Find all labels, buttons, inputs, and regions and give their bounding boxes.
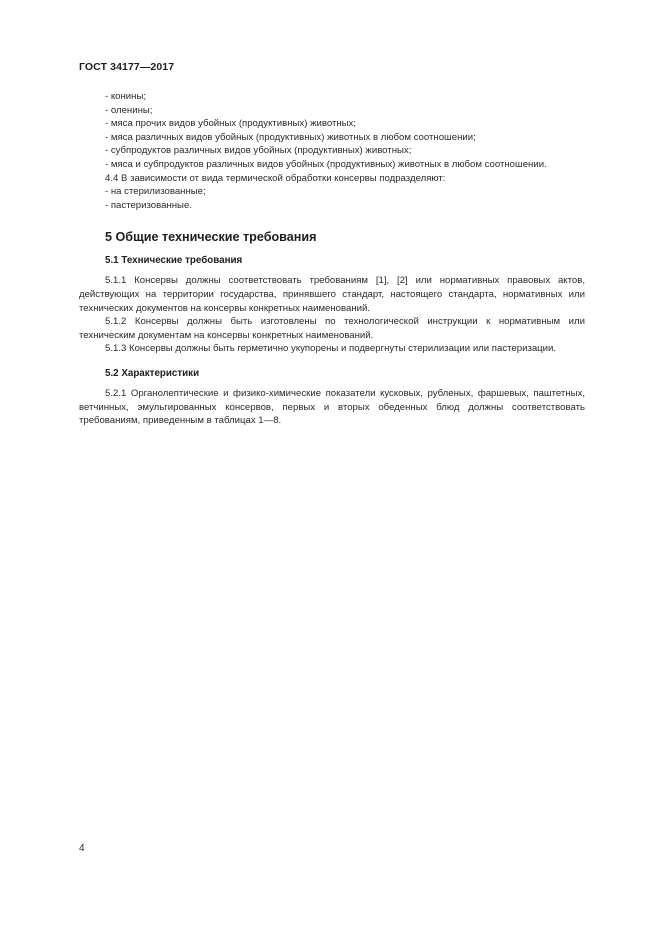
list-item: - пастеризованные. xyxy=(105,199,192,211)
list-item: - на стерилизованные; xyxy=(105,186,206,198)
clause-4-4-text: 4.4 В зависимости от вида термической обработки консервы подразделяют: xyxy=(105,172,446,184)
list-item: - мяса и субпродуктов различных видов убойных (продуктивных) животных в любом соотношении. xyxy=(105,158,547,170)
page-number: 4 xyxy=(79,843,85,854)
paragraph-5-1-2: 5.1.2 Консервы должны быть изготовлены по технологической инструкции к нормативным или техническим документам на консервы конкретных наименований. xyxy=(79,316,585,341)
section-5-title: 5 Общие технические требования xyxy=(105,230,317,245)
section-5-2-title: 5.2 Характеристики xyxy=(105,367,200,379)
clause-4-4 xyxy=(79,172,585,213)
meat-type-list xyxy=(79,90,585,172)
page-content xyxy=(79,90,585,428)
list-item: - мяса прочих видов убойных (продуктивных) животных; xyxy=(105,118,357,130)
list-item: - конины; xyxy=(105,91,147,102)
list-item: - мяса различных видов убойных (продуктивных) животных в любом соотношении; xyxy=(105,131,476,143)
standard-header: ГОСТ 34177—2017 xyxy=(79,61,175,73)
section-5-1-title: 5.1 Технические требования xyxy=(105,255,243,267)
paragraph-5-2-1: 5.2.1 Органолептические и физико-химические показатели кусковых, рубленых, фаршевых, паштетных, ветчинных, эмульгированных консервов, первых и вторых обеденных блюд должны соответствовать требованиям, приведенным в таблицах 1—8. xyxy=(79,387,585,427)
list-item: - субпродуктов различных видов убойных (продуктивных) животных; xyxy=(105,145,412,157)
list-item: - оленины; xyxy=(105,104,153,116)
paragraph-5-1-3: 5.1.3 Консервы должны быть герметично укупорены и подвергнуты стерилизации или пастеризации. xyxy=(105,343,557,355)
paragraph-5-1-1: 5.1.1 Консервы должны соответствовать требованиям [1], [2] или нормативных правовых актов, действующих на территории государства, принявшего стандарт, настоящего стандарта, нормативных или технических документов на консервы конкретных наименований. xyxy=(79,275,585,314)
